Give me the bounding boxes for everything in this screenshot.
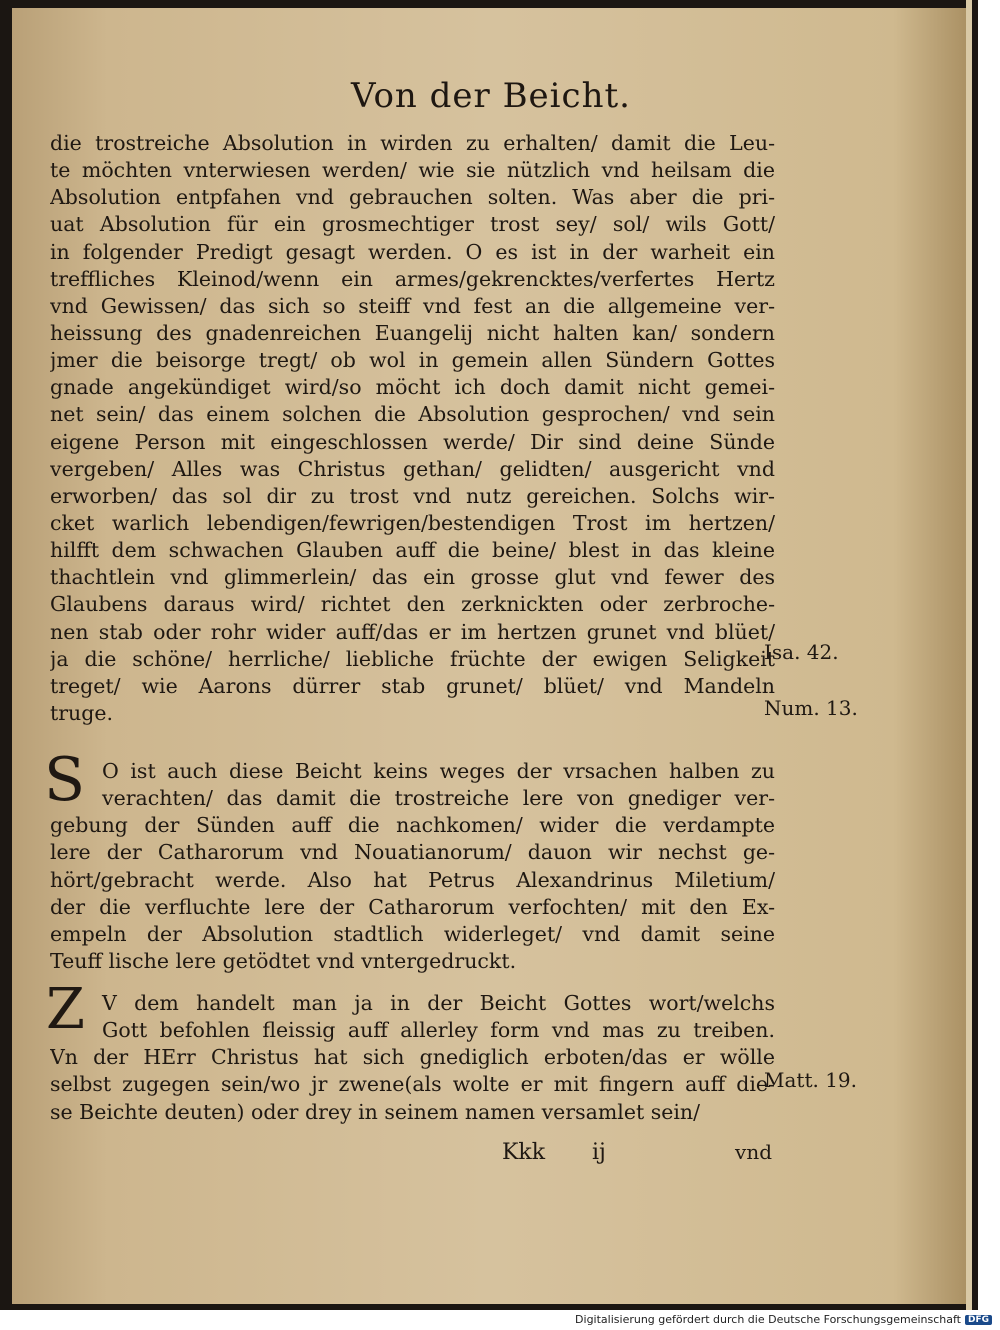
- text-line: erworben/ das sol dir zu trost vnd nutz gereichen. Solchs wir-: [50, 483, 775, 508]
- text-line: uat Absolution für ein grosmechtiger trost sey/ sol/ wils Gott/: [50, 212, 775, 237]
- signature-mark: Kkk: [502, 1140, 546, 1165]
- text-line: treget/ wie Aarons dürrer stab grunet/ blüet/ vnd Mandeln: [50, 673, 775, 698]
- text-line: Teuff lische lere getödtet vnd vntergedruckt.: [50, 948, 517, 973]
- text-line: ja die schöne/ herrliche/ liebliche früchte der ewigen Seligkeit: [50, 646, 775, 671]
- paragraph-3: [50, 990, 775, 1126]
- text-line: der die verfluchte lere der Catharorum verfochten/ mit den Ex-: [50, 894, 775, 919]
- text-line: heissung des gnadenreichen Euangelij nicht halten kan/ sondern: [50, 320, 775, 345]
- text-line: te möchten vnterwiesen werden/ wie sie nützlich vnd heilsam die: [50, 158, 775, 183]
- text-line: selbst zugegen sein/wo jr zwene(als wolte er mit fingern auff die-: [50, 1072, 775, 1097]
- text-line: die trostreiche Absolution in wirden zu erhalten/ damit die Leu-: [50, 131, 775, 155]
- text-line: gnade angekündiget wird/so möcht ich doch damit nicht gemei-: [50, 375, 775, 400]
- catchword: vnd: [735, 1140, 772, 1164]
- text-line: verachten/ das damit die trostreiche lere von gnediger ver-: [102, 786, 775, 811]
- text-line: net sein/ das einem solchen die Absolution gesprochen/ vnd sein: [50, 402, 775, 427]
- margin-note-num: Num. 13.: [764, 696, 858, 720]
- dfg-logo: DFG: [965, 1315, 992, 1325]
- running-header: Von der Beicht.: [351, 76, 631, 116]
- text-line: vnd Gewissen/ das sich so steiff vnd fest an die allgemeine ver-: [50, 293, 775, 318]
- text-line: gebung der Sünden auff die nachkomen/ wider die verdampte: [50, 813, 775, 838]
- page-edge: [966, 0, 972, 1310]
- margin-note-isa: Isa. 42.: [764, 640, 839, 664]
- margin-note-matt: Matt. 19.: [764, 1068, 857, 1092]
- text-line: nen stab oder rohr wider auff/das er im hertzen grunet vnd blüet/: [50, 619, 775, 644]
- paragraph-2: [50, 758, 775, 975]
- text-line: lere der Catharorum vnd Nouatianorum/ dauon wir nechst ge-: [50, 840, 775, 865]
- dropcap-z: Z: [46, 977, 85, 1042]
- text-line: Gott befohlen fleissig auff allerley form vnd mas zu treiben.: [102, 1018, 775, 1043]
- text-line: truge.: [50, 700, 114, 725]
- text-line: thachtlein vnd glimmerlein/ das ein grosse glut vnd fewer des: [50, 565, 775, 590]
- text-line: Absolution entpfahen vnd gebrauchen solten. Was aber die pri-: [50, 185, 775, 210]
- text-line: Vn der HErr Christus hat sich gnediglich erboten/das er wölle: [50, 1045, 775, 1070]
- paragraph-1: [50, 130, 775, 727]
- text-line: cket warlich lebendigen/fewrigen/bestendigen Trost im hertzen/: [50, 510, 775, 535]
- dropcap-s: S: [44, 745, 86, 815]
- text-line: hilfft dem schwachen Glauben auff die beine/ blest in das kleine: [50, 538, 775, 563]
- text-line: vergeben/ Alles was Christus gethan/ gelidten/ ausgericht vnd: [50, 456, 775, 481]
- book-page: [12, 8, 970, 1304]
- text-line: se Beichte deuten) oder drey in seinem namen versamlet sein/: [50, 1099, 701, 1124]
- text-line: Glaubens daraus wird/ richtet den zerknickten oder zerbroche-: [50, 592, 775, 617]
- text-line: V dem handelt man ja in der Beicht Gottes wort/welchs: [102, 991, 775, 1015]
- signature-leaf: ij: [592, 1140, 606, 1165]
- text-line: treffliches Kleinod/wenn ein armes/gekrencktes/verfertes Hertz: [50, 266, 775, 291]
- text-line: O ist auch diese Beicht keins weges der vrsachen halben zu: [102, 759, 775, 783]
- credit-text: Digitalisierung gefördert durch die Deutsche Forschungsgemeinschaft: [575, 1313, 961, 1326]
- text-line: eigene Person mit eingeschlossen werde/ Dir sind deine Sünde: [50, 429, 775, 454]
- text-line: in folgender Predigt gesagt werden. O es ist in der warheit ein: [50, 239, 775, 264]
- text-line: jmer die beisorge tregt/ ob wol in gemein allen Sündern Gottes: [50, 348, 775, 373]
- text-line: hört/gebracht werde. Also hat Petrus Alexandrinus Miletium/: [50, 867, 775, 892]
- footer-credit: [575, 1313, 992, 1326]
- text-line: empeln der Absolution stadtlich widerleget/ vnd damit seine: [50, 921, 775, 946]
- signature-line: [492, 1140, 772, 1176]
